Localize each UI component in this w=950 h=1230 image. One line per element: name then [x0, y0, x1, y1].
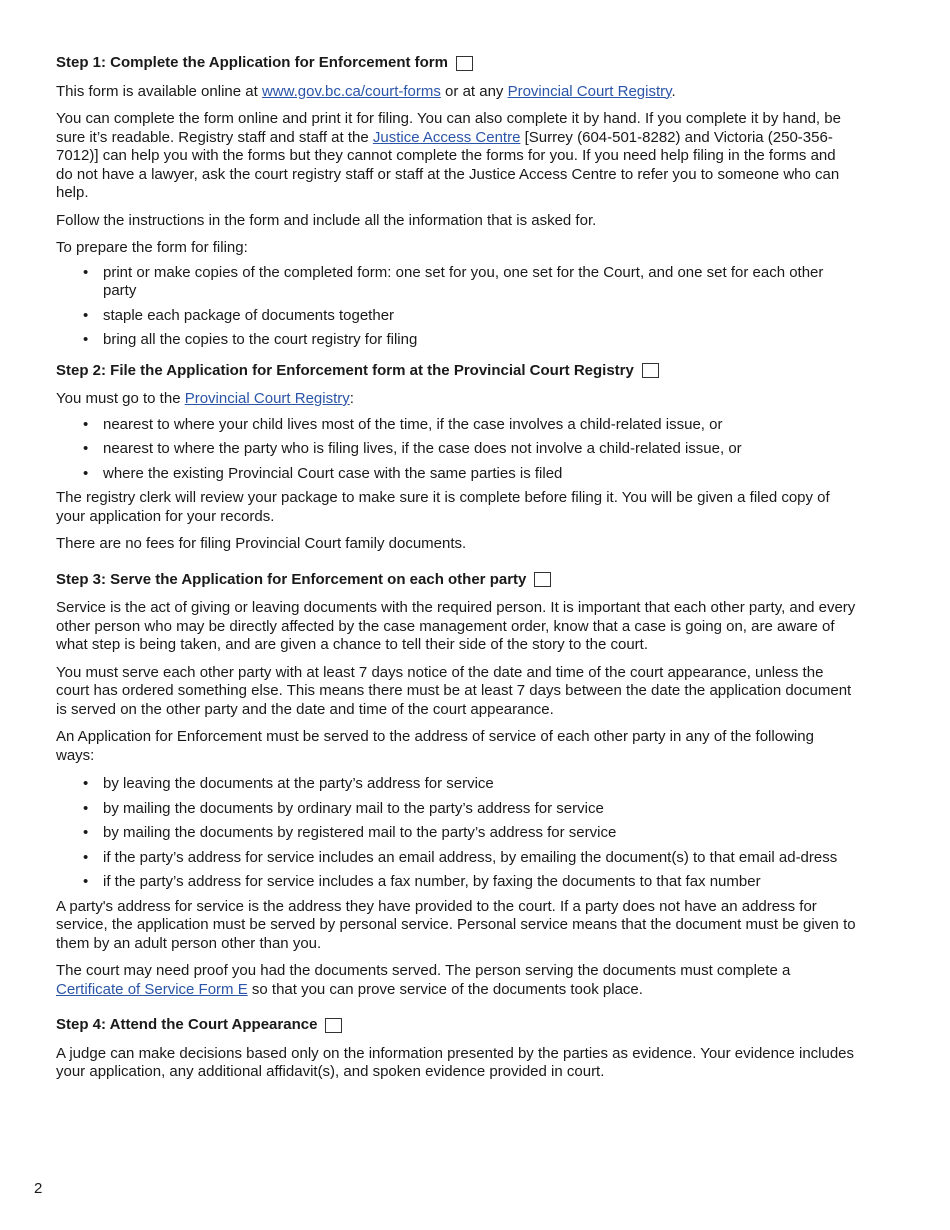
list-item: • nearest to where the party who is filing lives, if the case does not involve a child-related issue, or [56, 440, 856, 459]
step2-heading [56, 362, 856, 381]
provincial-court-registry-link[interactable]: Provincial Court Registry [184, 390, 350, 407]
step1-instructions-paragraph: Follow the instructions in the form and include all the information that is asked for. [56, 211, 597, 229]
step3-bullet-list [56, 775, 856, 892]
step3-heading [56, 571, 856, 590]
step3-service-definition-paragraph: Service is the act of giving or leaving documents with the required person. It is important that each other party, and every other person who may be directly affected by the case management order, know that a case is going on, are aware of what step is being taken, and are given a chance to tell their side of the story to the court. [56, 599, 856, 653]
page-number: 2 [34, 1180, 43, 1197]
step2-fees-paragraph: There are no fees for filing Provincial Court family documents. [56, 535, 467, 552]
step3-checkbox[interactable] [534, 572, 551, 587]
step3-service-ways-paragraph: An Application for Enforcement must be served to the address of service of each other party in any of the following ways: [56, 728, 814, 764]
step3-proof-paragraph: The court may need proof you had the documents served. The person serving the documents must complete a Certificate of Service Form E so that you can prove service of the documents took place. [56, 962, 791, 998]
list-item: • where the existing Provincial Court case with the same parties is filed [56, 465, 856, 484]
step1-availability-paragraph: This form is available online at www.gov.bc.ca/court-forms or at any Provincial Court Registry. [56, 82, 676, 100]
step2-registry-paragraph: You must go to the Provincial Court Registry: [56, 390, 354, 407]
step4-evidence-paragraph: A judge can make decisions based only on the information presented by the parties as evidence. Your evidence includes your application, any additional affidavit(s), and spoken evidence provided in court. [56, 1044, 855, 1080]
list-item: • print or make copies of the completed form: one set for you, one set for the Court, and one set for each other party [56, 264, 856, 301]
court-forms-link[interactable]: www.gov.bc.ca/court-forms [261, 82, 441, 100]
list-item: • by leaving the documents at the party’s address for service [56, 775, 856, 794]
list-item: • by mailing the documents by registered mail to the party’s address for service [56, 824, 856, 843]
provincial-court-registry-link[interactable]: Provincial Court Registry [507, 82, 672, 100]
document-body [56, 54, 856, 1091]
list-item: • if the party’s address for service includes an email address, by emailing the document(s) to that email ad-dress [56, 849, 856, 868]
step4-heading [56, 1016, 856, 1035]
list-item: • if the party’s address for service includes a fax number, by faxing the documents to that fax number [56, 873, 856, 892]
step4-checkbox[interactable] [325, 1018, 342, 1033]
step1-checkbox[interactable] [456, 56, 473, 71]
list-item: • nearest to where your child lives most of the time, if the case involves a child-related issue, or [56, 416, 856, 435]
step1-heading-text: Step 1: Complete the Application for Enforcement form [56, 54, 448, 71]
step3-address-paragraph: A party's address for service is the address they have provided to the court. If a party does not have an address for service, the application must be served by personal service. Personal service means that the document must be given to them by an adult person other than you. [56, 897, 856, 952]
step3-heading-text: Step 3: Serve the Application for Enforcement on each other party [56, 570, 527, 588]
step2-heading-text: Step 2: File the Application for Enforcement form at the Provincial Court Registry [56, 361, 634, 379]
step1-prepare-paragraph: To prepare the form for filing: [56, 239, 248, 256]
list-item: • by mailing the documents by ordinary mail to the party’s address for service [56, 800, 856, 819]
step3-notice-paragraph: You must serve each other party with at least 7 days notice of the date and time of the court appearance, unless the court has ordered something else. This means there must be at least 7 days between the date the application document is served on the other party and the date and time of the court appearance. [56, 663, 852, 718]
list-item: • staple each package of documents together [56, 307, 856, 326]
step4-heading-text: Step 4: Attend the Court Appearance [56, 1016, 318, 1033]
step1-heading [56, 54, 856, 73]
step2-checkbox[interactable] [642, 363, 659, 378]
step1-completion-paragraph: You can complete the form online and print it for filing. You can also complete it by hand. If you complete it by hand, be sure it’s readable. Registry staff and staff at the Justice Access Centre [Surrey (604-501-8282) and Victoria (250-356-7012)] can help you with the forms but they cannot complete the forms for you. If you need help filing in the forms and do not have a lawyer, ask the court registry staff or staff at the Justice Access Centre to refer you to someone who can help. [56, 110, 841, 201]
step2-review-paragraph: The registry clerk will review your package to make sure it is complete before filing it. You will be given a filed copy of your application for your records. [56, 489, 830, 525]
step1-bullet-list [56, 264, 856, 350]
justice-access-centre-link[interactable]: Justice Access Centre [372, 128, 521, 146]
list-item: • bring all the copies to the court registry for filing [56, 331, 856, 350]
certificate-of-service-link[interactable]: Certificate of Service Form E [56, 980, 248, 998]
step2-bullet-list [56, 416, 856, 484]
